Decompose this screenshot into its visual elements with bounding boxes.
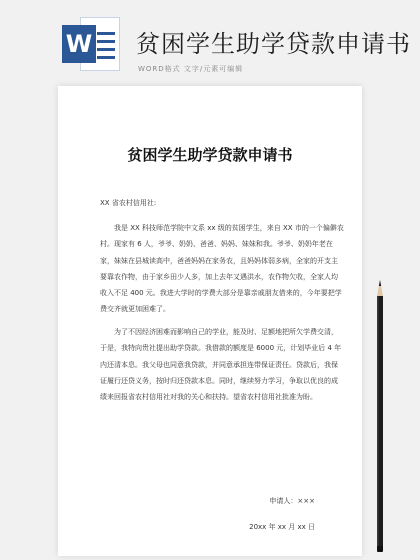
paragraph-line: 内还清本息。我父母也同意我贷款，并同意承担连带保证责任。贷款后，我保 (100, 360, 338, 369)
salutation: XX 省农村信用社: (100, 199, 157, 207)
pencil-icon (374, 280, 386, 552)
paragraph-line: 证履行还贷义务，按时归还贷款本息。同时，继续努力学习，争取以优良的成 (100, 376, 338, 385)
header-subtitle: WORD格式 文字/元素可编辑 (138, 65, 244, 73)
document-title: 贫困学生助学贷款申请书 (127, 146, 293, 164)
applicant-signature: 申请人：××× (269, 497, 315, 505)
document-page (58, 86, 362, 556)
word-icon-badge: W (62, 25, 96, 63)
paragraph-line: 村。现家有 6 人，爷爷、奶奶、爸爸、妈妈、妹妹和我。爷爷、奶奶年老在 (100, 240, 333, 249)
paragraph-line: 绩来回报省农村信用社对我的关心和扶持。望省农村信用社批准为盼。 (100, 393, 317, 402)
paragraph-line: 要靠农作物，由于家乡田少人多，加上去年又遇洪水，农作物欠收，全家人均 (100, 272, 338, 281)
paragraph-1 (100, 220, 344, 318)
paragraph-line: 家，妹妹在县城读高中，爸爸妈妈在家务农，且妈妈体弱多病，全家的开支主 (100, 256, 338, 265)
application-date: 20xx 年 xx 月 xx 日 (249, 523, 315, 531)
paragraph-2 (100, 324, 342, 405)
paragraph-line: 于是，我特向贵社提出助学贷款。我借款的额度是 6000 元，计划毕业后 4 年 (100, 344, 342, 353)
paragraph-line: 收入不足 400 元。我进大学时的学费大部分是靠亲戚朋友借来的，今年要把学 (100, 289, 342, 298)
paragraph-line: 为了不因经济困难而影响自己的学业，能及时、足额地把所欠学费交清， (114, 328, 338, 336)
header (0, 0, 420, 86)
header-title: 贫困学生助学贷款申请书 (136, 30, 411, 58)
paragraph-line: 我是 XX 科技师范学院中文系 xx 级的贫困学生，来自 XX 市的一个偏僻农 (114, 224, 344, 232)
paragraph-line: 费交齐就更加困难了。 (100, 305, 170, 314)
word-document-icon (62, 17, 120, 71)
